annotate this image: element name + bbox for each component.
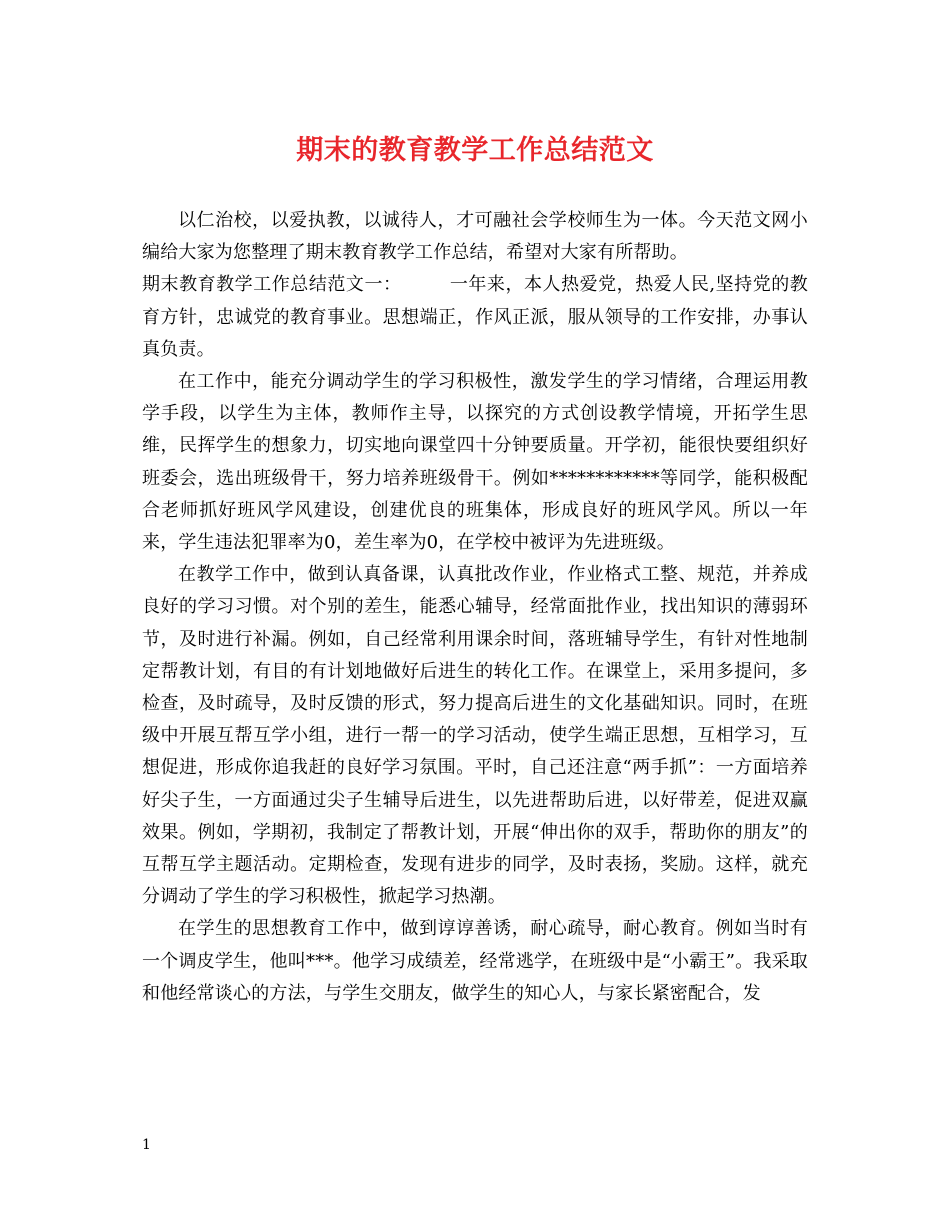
paragraph-moral-education: 在学生的思想教育工作中，做到谆谆善诱，耐心疏导，耐心教育。例如当时有一个调皮学生，他叫***。他学习成绩差，经常逃学，在班级中是“小霸王”。我采取和他经常谈心的方法，与学生交朋友，做学生的知心人，与家长紧密配合，发	[142, 918, 808, 1004]
page-number: 1	[142, 1137, 151, 1153]
sample-heading: 期末教育教学工作总结范文一：	[142, 274, 402, 296]
sample-opening: 一年来，本人热爱党，热爱人民,坚持党的教育方针，忠诚党的教育事业。思想端正，作风正派，服从领导的工作安排，办事认真负责。	[142, 274, 808, 360]
paragraph-work: 在工作中，能充分调动学生的学习积极性，激发学生的学习情绪，合理运用教学手段，以学生为主体，教师作主导，以探究的方式创设教学情境，开拓学生思维，民挥学生的想象力，切实地向课堂四十分钟要质量。开学初，能很快要组织好班委会，选出班级骨干，努力培养班级骨干。例如************等同学，能积极配合老师抓好班风学风建设，创建优良的班集体，形成良好的班风学风。所以一年来，学生违法犯罪率为0，差生率为0，在学校中被评为先进班级。	[142, 371, 808, 554]
paragraph-teaching: 在教学工作中，做到认真备课，认真批改作业，作业格式工整、规范，并养成良好的学习习惯。对个别的差生，能悉心辅导，经常面批作业，找出知识的薄弱环节，及时进行补漏。例如，自己经常利用课余时间，落班辅导学生，有针对性地制定帮教计划，有目的有计划地做好后进生的转化工作。在课堂上，采用多提问，多检查，及时疏导，及时反馈的形式，努力提高后进生的文化基础知识。同时，在班级中开展互帮互学小组，进行一帮一的学习活动，使学生端正思想，互相学习，互想促进，形成你追我赶的良好学习氛围。平时，自己还注意“两手抓”：一方面培养好尖子生，一方面通过尖子生辅导后进生，以先进帮助后进，以好带差，促进双赢效果。例如，学期初，我制定了帮教计划，开展“伸出你的双手，帮助你的朋友”的互帮互学主题活动。定期检查，发现有进步的同学，及时表扬，奖励。这样，就充分调动了学生的学习积极性，掀起学习热潮。	[142, 564, 808, 908]
document-body	[142, 205, 808, 1010]
paragraph-intro: 以仁治校，以爱执教，以诚待人，才可融社会学校师生为一体。今天范文网小编给大家为您整理了期末教育教学工作总结，希望对大家有所帮助。	[142, 210, 808, 264]
paragraph-sample-one	[142, 269, 808, 366]
document-title: 期末的教育教学工作总结范文	[296, 135, 654, 166]
